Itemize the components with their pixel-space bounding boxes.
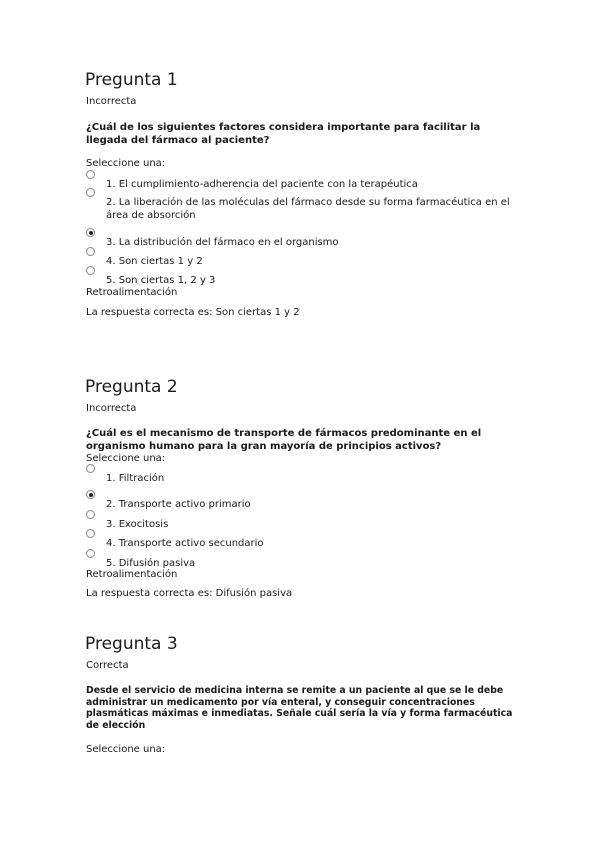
radio-button[interactable] xyxy=(86,170,95,179)
radio-button[interactable] xyxy=(86,247,95,256)
question-1-feedback-label: Retroalimentación xyxy=(86,287,178,298)
option-label: 5. Son ciertas 1, 2 y 3 xyxy=(106,275,216,286)
question-1-correct-answer: La respuesta correcta es: Son ciertas 1 y 2 xyxy=(86,307,300,318)
question-3-prompt: Seleccione una: xyxy=(86,744,166,755)
option-label: 3. La distribución del fármaco en el organismo xyxy=(106,237,339,248)
question-1-option-1[interactable] xyxy=(86,178,526,191)
question-2-status: Incorrecta xyxy=(86,403,137,414)
option-label: 4. Transporte activo secundario xyxy=(106,538,264,549)
question-2-option-3[interactable] xyxy=(86,518,526,531)
question-3-status: Correcta xyxy=(86,660,129,671)
option-label: 3. Exocitosis xyxy=(106,519,169,530)
radio-button[interactable] xyxy=(86,549,95,558)
question-2-option-4[interactable] xyxy=(86,537,526,550)
question-1-option-2[interactable] xyxy=(86,196,526,222)
option-label: 5. Difusión pasiva xyxy=(106,558,196,569)
radio-button[interactable] xyxy=(86,510,95,519)
radio-button-selected[interactable] xyxy=(86,228,95,237)
radio-button-selected[interactable] xyxy=(86,490,95,499)
question-1-status: Incorrecta xyxy=(86,96,137,107)
question-3-title: Pregunta 3 xyxy=(85,634,178,654)
option-label: 1. Filtración xyxy=(106,473,165,484)
question-2-title: Pregunta 2 xyxy=(85,377,178,397)
option-label: 1. El cumplimiento-adherencia del paciente con la terapéutica xyxy=(106,179,418,190)
question-2-text: ¿Cuál es el mecanismo de transporte de fármacos predominante en el organismo humano para la gran mayoría de principios activos? xyxy=(86,428,482,452)
question-2-correct-answer: La respuesta correcta es: Difusión pasiva xyxy=(86,588,293,599)
radio-button[interactable] xyxy=(86,464,95,473)
question-1-option-4[interactable] xyxy=(86,255,526,268)
question-2-prompt: Seleccione una: xyxy=(86,453,166,464)
question-1-title: Pregunta 1 xyxy=(85,70,178,90)
question-2-feedback-label: Retroalimentación xyxy=(86,569,178,580)
question-2-option-2[interactable] xyxy=(86,498,526,511)
question-2-option-1[interactable] xyxy=(86,472,526,485)
question-3-text: Desde el servicio de medicina interna se remite a un paciente al que se le debe administrar un medicamento por vía enteral, y conseguir concentraciones plasmáticas máximas e inmediatas. Señale cuál sería la vía y forma farmacéutica de elección xyxy=(86,685,513,731)
question-1-option-5[interactable] xyxy=(86,274,526,287)
question-1-option-3[interactable] xyxy=(86,236,526,249)
radio-button[interactable] xyxy=(86,188,95,197)
question-1-text: ¿Cuál de los siguientes factores considera importante para facilitar la llegada del fármaco al paciente? xyxy=(86,122,481,146)
option-label: 2. Transporte activo primario xyxy=(106,499,251,510)
question-1-prompt: Seleccione una: xyxy=(86,158,166,169)
radio-button[interactable] xyxy=(86,529,95,538)
radio-button[interactable] xyxy=(86,266,95,275)
option-label: 4. Son ciertas 1 y 2 xyxy=(106,256,203,267)
option-label: 2. La liberación de las moléculas del fármaco desde su forma farmacéutica en el área de absorción xyxy=(106,197,510,221)
